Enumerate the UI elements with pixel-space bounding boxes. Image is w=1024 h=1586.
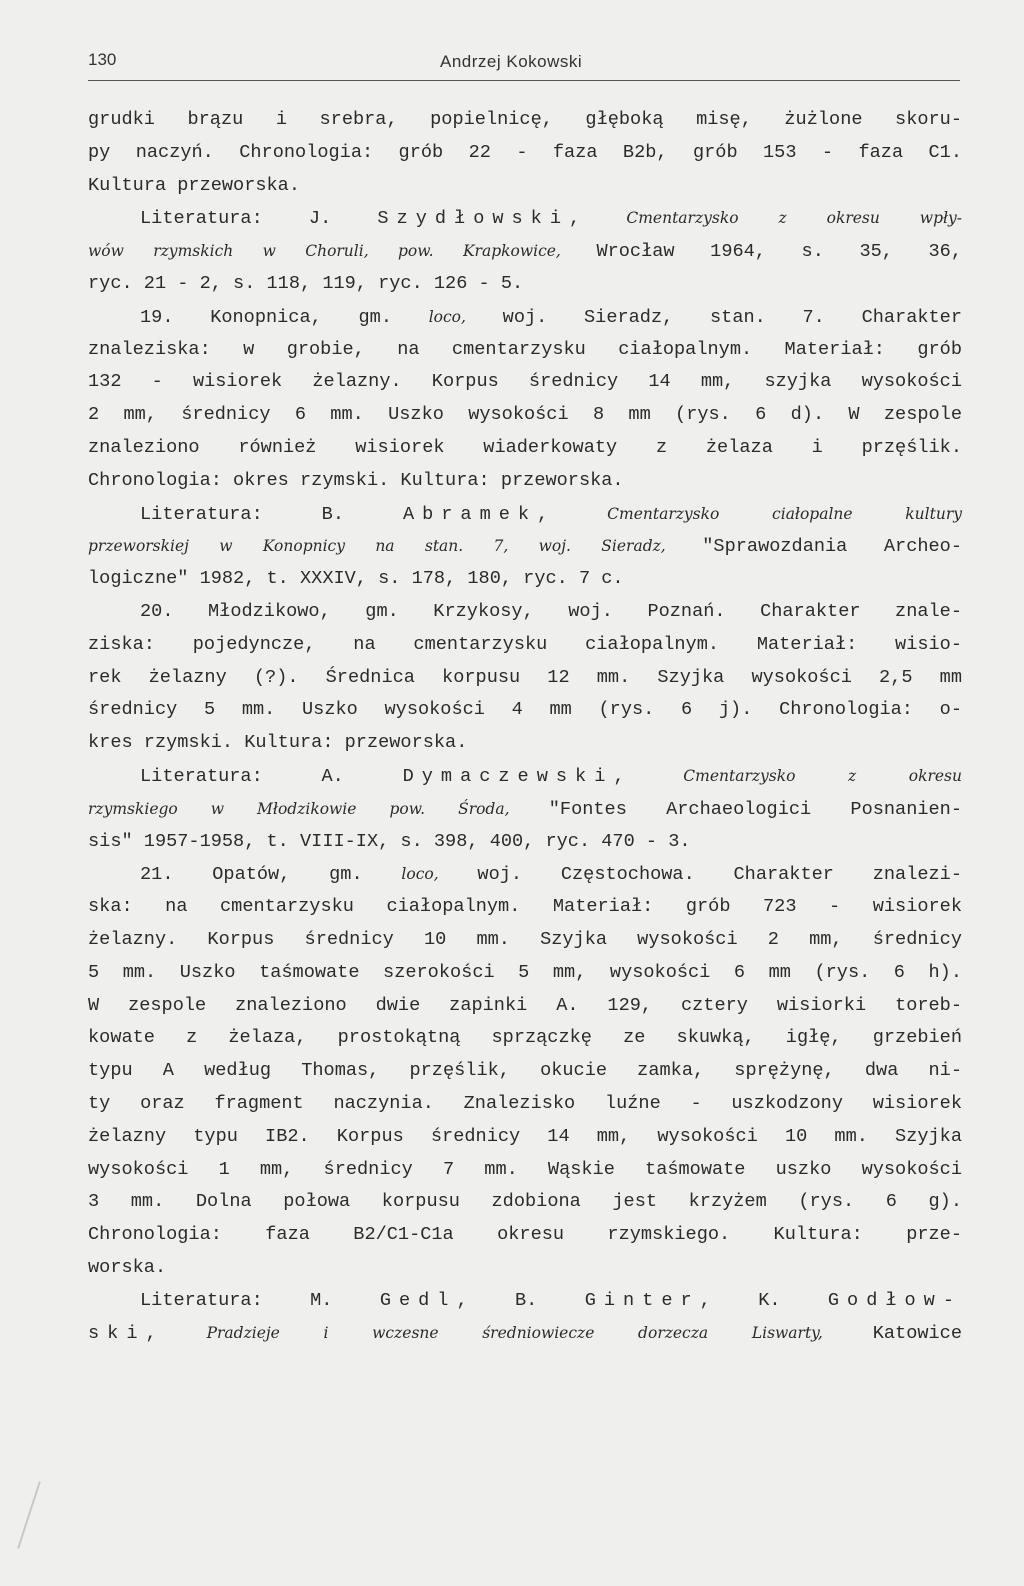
text-segment: 5 mm. Uszko taśmowate szerokości 5 mm, wysokości 6 mm (rys. 6 h). [88,961,962,983]
running-header [88,44,960,81]
spaced-author-name: Godłow- [827,1289,962,1311]
italic-title: loco, [428,307,466,326]
italic-title: loco, [401,865,439,884]
text-segment: 20. Młodzikowo, gm. Krzykosy, woj. Poznań. Charakter znale- [140,600,962,622]
text-line [88,1022,962,1055]
text-line [88,662,962,695]
text-segment: ziska: pojedyncze, na cmentarzysku ciałopalnym. Materiał: wisio- [88,633,962,655]
text-segment: worska. [88,1256,167,1278]
text-segment: żelazny. Korpus średnicy 10 mm. Szyjka wysokości 2 mm, średnicy [88,928,962,950]
text-segment: 2 mm, średnicy 6 mm. Uszko wysokości 8 mm (rys. 6 d). W zespole [88,404,962,426]
text-line [88,1121,962,1154]
text-segment: 19. Konopnica, gm. [140,306,429,328]
text-line [88,1317,962,1350]
text-body [88,104,962,1350]
text-segment: Kultura przeworska. [88,174,301,196]
text-segment: , K. [699,1289,828,1311]
page-number: 130 [88,50,117,69]
text-line [88,1186,962,1219]
text-segment: 3 mm. Dolna połowa korpusu zdobiona jest krzyżem (rys. 6 g). [88,1191,962,1213]
text-segment: sis" 1957-1958, t. VIII-IX, s. 398, 400, ryc. 470 - 3. [88,830,691,852]
text-segment: , [569,208,627,230]
text-segment: żelazny typu IB2. Korpus średnicy 14 mm, wysokości 10 mm. Szyjka [88,1125,962,1147]
text-segment: Literatura: M. [140,1289,380,1311]
text-segment: , [145,1323,207,1345]
spaced-author-name: Dymaczewski [402,765,614,787]
text-line [88,629,962,662]
text-segment: , B. [456,1289,585,1311]
text-segment: Chronologia: faza B2/C1-C1a okresu rzymskiego. Kultura: prze- [88,1224,962,1246]
text-segment: rek żelazny (?). Średnica korpusu 12 mm. Szyjka wysokości 2,5 mm [88,666,962,688]
text-segment: ty oraz fragment naczynia. Znalezisko luźne - uszkodzony wisiorek [88,1092,962,1114]
italic-title: Cmentarzysko ciałopalne kultury [607,504,962,523]
text-segment: , [537,503,608,525]
spaced-author-name: Ginter [584,1289,700,1311]
italic-title: Cmentarzysko z okresu wpły- [626,209,963,228]
text-line [88,1055,962,1088]
paper-scratch-mark [17,1481,41,1548]
text-line [88,891,962,924]
text-line [88,465,962,498]
text-line [88,760,962,793]
running-head-author: Andrzej Kokowski [440,52,583,71]
italic-title: wów rzymskich w Choruli, pow. Krapkowice, [88,242,561,261]
text-line [88,1088,962,1121]
text-line [88,530,962,563]
spaced-author-name: Szydłowski [377,208,570,230]
text-line [88,563,962,596]
text-segment: Chronologia: okres rzymski. Kultura: przeworska. [88,469,624,491]
text-segment: "Sprawozdania Archeo- [665,536,962,558]
text-line [88,268,962,301]
text-segment: woj. Sieradz, stan. 7. Charakter [465,306,962,328]
text-segment: ryc. 21 - 2, s. 118, 119, ryc. 126 - 5. [88,272,524,294]
text-line [88,1154,962,1187]
text-line [88,858,962,891]
text-line [88,334,962,367]
text-line [88,366,962,399]
text-segment: Wrocław 1964, s. 35, 36, [560,241,962,263]
text-line [88,170,962,203]
text-segment: W zespole znaleziono dwie zapinki A. 129, cztery wisiorki toreb- [88,994,962,1016]
text-segment: 132 - wisiorek żelazny. Korpus średnicy 14 mm, szyjka wysokości [88,371,962,393]
text-segment: Katowice [822,1323,962,1345]
text-segment: średnicy 5 mm. Uszko wysokości 4 mm (rys. 6 j). Chronologia: o- [88,699,962,721]
italic-title: Pradzieje i wczesne średniowiecze dorzecza Liswarty, [206,1324,823,1343]
text-segment: woj. Częstochowa. Charakter znalezi- [438,864,962,886]
text-line [88,990,962,1023]
italic-title: przeworskiej w Konopnicy na stan. 7, woj. Sieradz, [88,537,666,556]
text-line [88,596,962,629]
spaced-author-name: ski [88,1323,146,1345]
text-line [88,202,962,235]
text-line [88,498,962,531]
text-line [88,104,962,137]
text-line [88,432,962,465]
text-line [88,137,962,170]
spaced-author-name: Gedl [379,1289,457,1311]
text-line [88,1252,962,1285]
text-line [88,1285,962,1318]
text-segment: logiczne" 1982, t. XXXIV, s. 178, 180, ryc. 7 c. [88,568,624,590]
text-line [88,301,962,334]
text-segment: znaleziono również wisiorek wiaderkowaty z żelaza i przęślik. [88,436,962,458]
text-segment: Literatura: B. [140,503,403,525]
italic-title: rzymskiego w Młodzikowie pow. Środa, [88,799,510,818]
text-line [88,1219,962,1252]
text-segment: grudki brązu i srebra, popielnicę, głęboką misę, żużlone skoru- [88,109,962,130]
text-line [88,399,962,432]
text-segment: kres rzymski. Kultura: przeworska. [88,732,468,754]
text-segment: "Fontes Archaeologici Posnanien- [509,798,962,820]
text-segment: Literatura: J. [140,208,378,230]
text-segment: ska: na cmentarzysku ciałopalnym. Materiał: grób 723 - wisiorek [88,896,962,918]
text-line [88,826,962,859]
text-segment: typu A według Thomas, przęślik, okucie zamka, sprężynę, dwa ni- [88,1060,962,1082]
text-segment: wysokości 1 mm, średnicy 7 mm. Wąskie taśmowate uszko wysokości [88,1158,962,1180]
text-segment: Literatura: A. [140,765,403,787]
text-line [88,793,962,826]
text-segment: py naczyń. Chronologia: grób 22 - faza B2b, grób 153 - faza C1. [88,141,962,163]
text-segment: kowate z żelaza, prostokątną sprzączkę ze skuwką, igłę, grzebień [88,1027,962,1049]
spaced-author-name: Abramek [402,503,538,525]
text-segment: , [613,765,684,787]
text-segment: znaleziska: w grobie, na cmentarzysku ciałopalnym. Materiał: grób [88,338,962,360]
text-segment: 21. Opatów, gm. [140,864,402,886]
italic-title: Cmentarzysko z okresu [683,766,962,785]
text-line [88,694,962,727]
text-line [88,957,962,990]
text-line [88,727,962,760]
text-line [88,924,962,957]
text-line [88,235,962,268]
